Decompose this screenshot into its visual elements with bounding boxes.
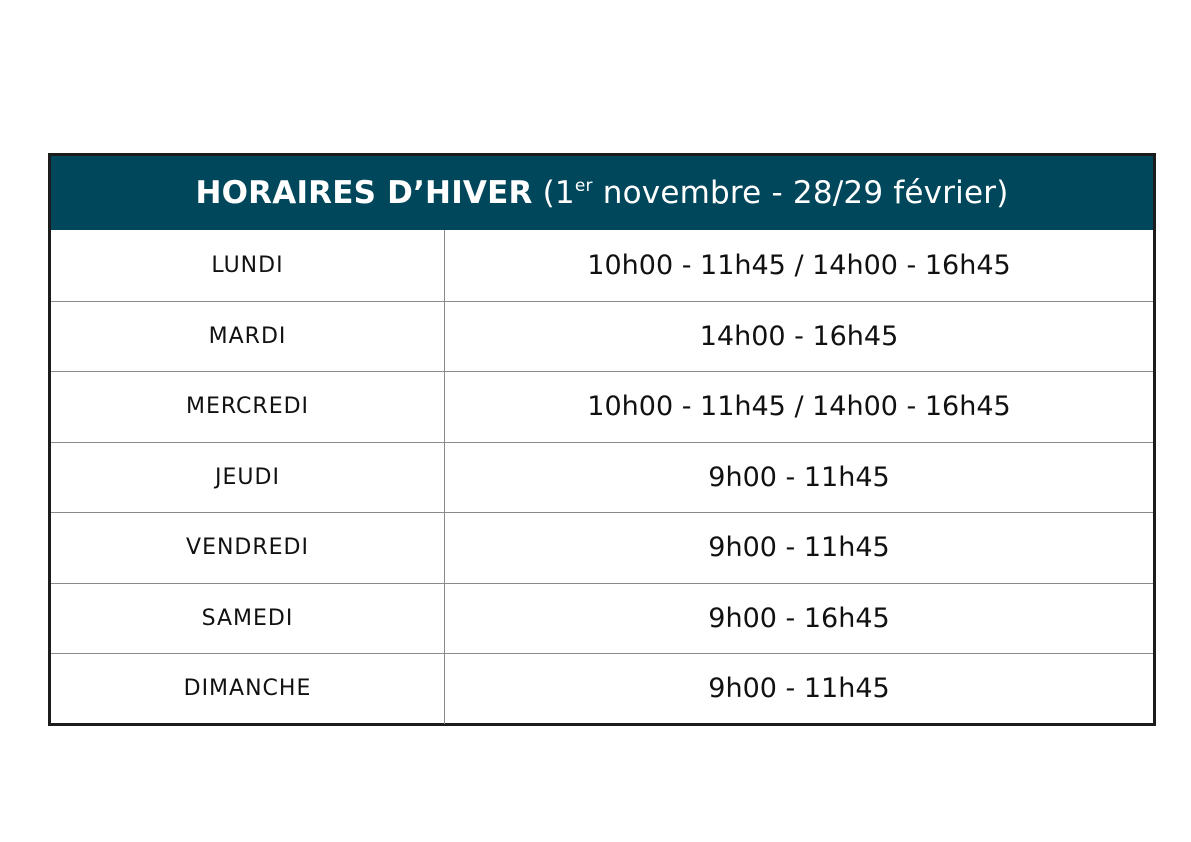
- hours-cell: 9h00 - 11h45: [708, 532, 890, 564]
- table-row: [51, 442, 1153, 513]
- day-cell: SAMEDI: [51, 584, 445, 654]
- winter-hours-table: [48, 153, 1156, 726]
- table-row: [51, 653, 1153, 724]
- table-row: [51, 301, 1153, 372]
- day-cell: DIMANCHE: [51, 654, 445, 724]
- day-cell: LUNDI: [51, 230, 445, 301]
- header-period: [533, 175, 1009, 211]
- day-cell: JEUDI: [51, 443, 445, 513]
- day-cell: VENDREDI: [51, 513, 445, 583]
- header-title: HORAIRES D’HIVER: [195, 175, 533, 211]
- header-superscript: er: [574, 176, 593, 196]
- hours-cell: 9h00 - 11h45: [708, 461, 890, 493]
- header-period-text: novembre - 28/29 février): [592, 175, 1009, 211]
- table-header: [51, 156, 1153, 230]
- hours-cell: 14h00 - 16h45: [699, 320, 899, 352]
- header-paren-open: (1: [542, 175, 575, 211]
- table-row: [51, 230, 1153, 301]
- table-row: [51, 371, 1153, 442]
- hours-cell: 10h00 - 11h45 / 14h00 - 16h45: [587, 391, 1011, 423]
- day-cell: MERCREDI: [51, 372, 445, 442]
- hours-cell: 9h00 - 11h45: [708, 673, 890, 705]
- table-row: [51, 512, 1153, 583]
- day-cell: MARDI: [51, 302, 445, 372]
- table-body: [51, 230, 1153, 724]
- hours-cell: 9h00 - 16h45: [708, 602, 890, 634]
- table-row: [51, 583, 1153, 654]
- hours-cell: 10h00 - 11h45 / 14h00 - 16h45: [587, 249, 1011, 281]
